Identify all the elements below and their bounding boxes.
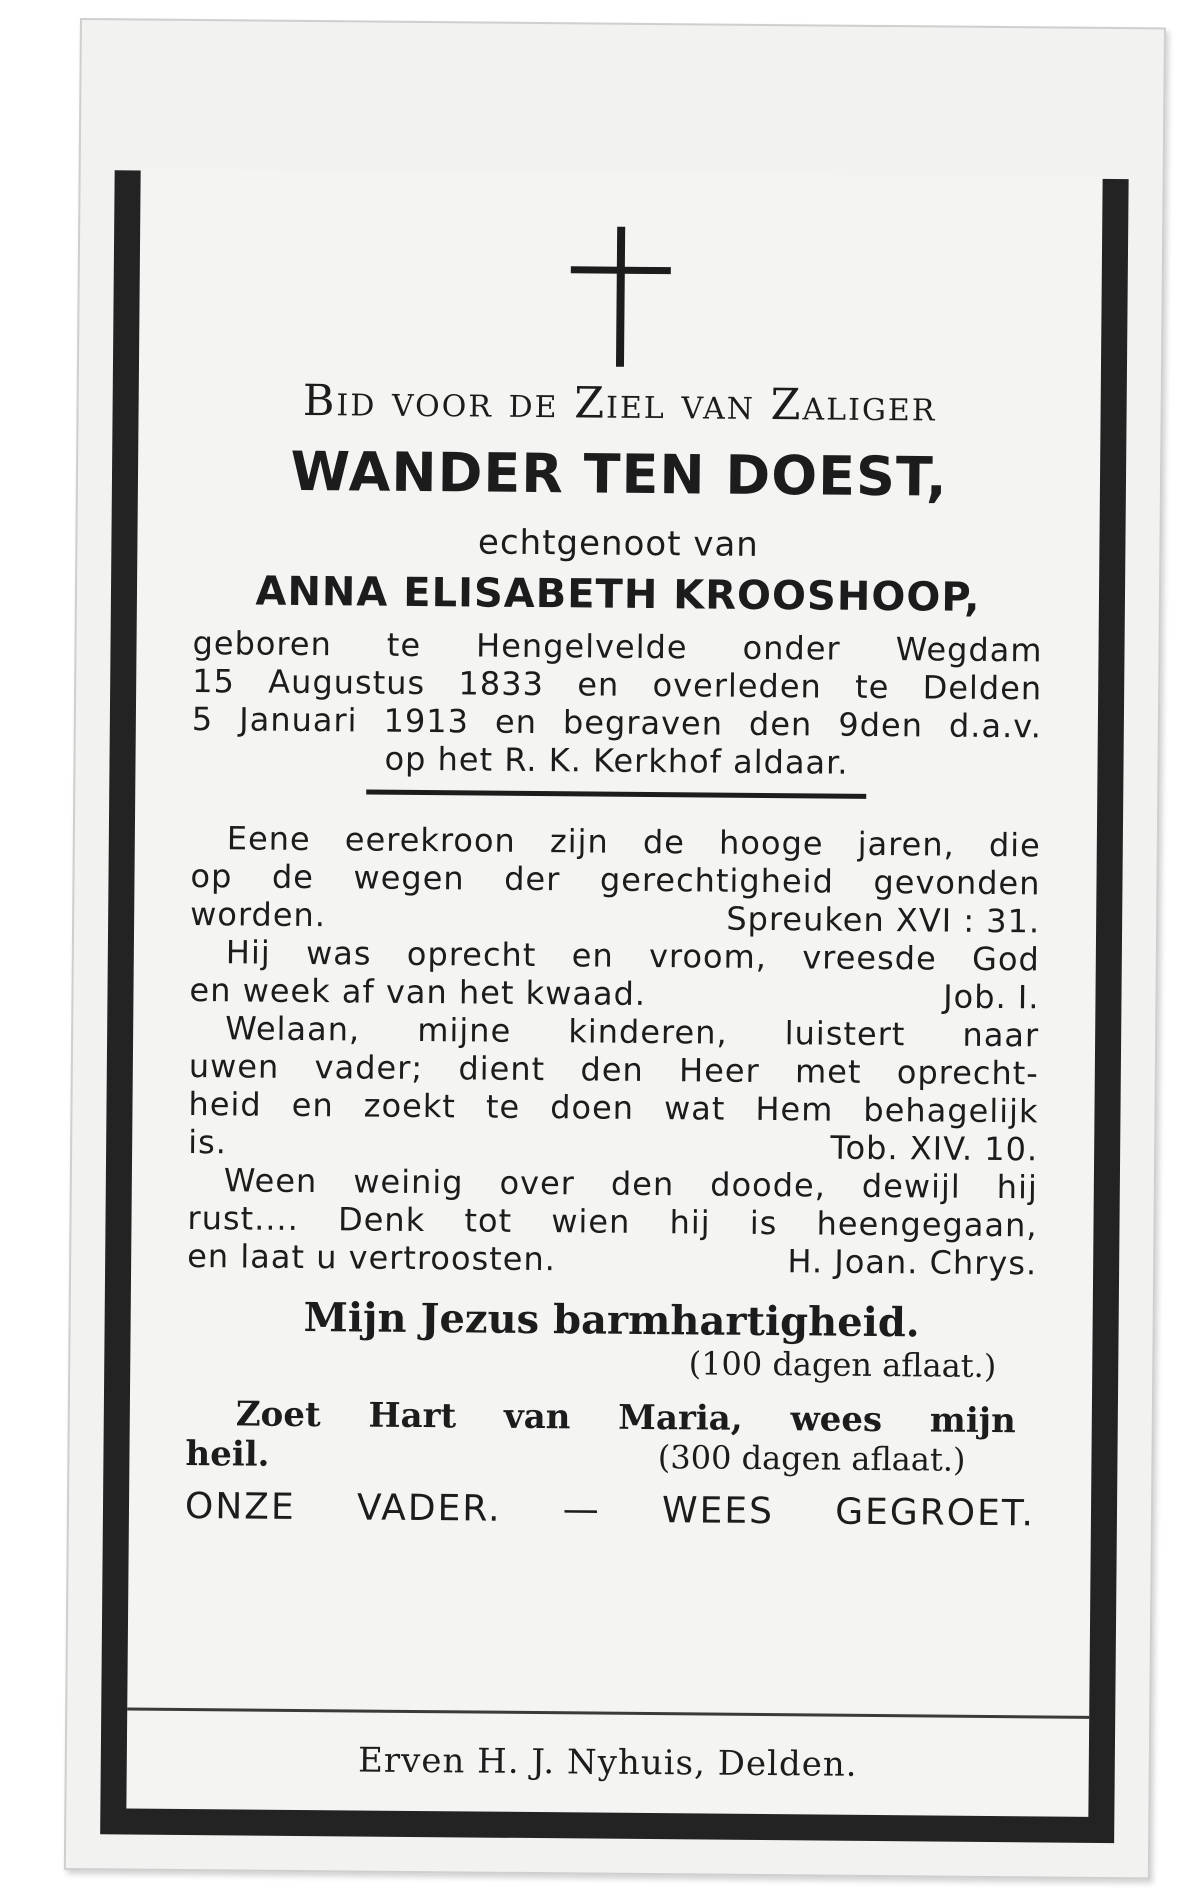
prayer-maria-end xyxy=(185,1434,1035,1481)
bio-line: op het R. K. Kerkhof aldaar. xyxy=(384,739,849,782)
biography xyxy=(191,624,1042,783)
invocation: Bid voor de Ziel van Zaliger xyxy=(302,375,937,432)
verse-line: heid en zoekt te doen wat Hem behagelijk xyxy=(188,1084,1039,1131)
indulgence-note: (100 dagen aflaat.) xyxy=(688,1344,997,1386)
verse-reference: Job. I. xyxy=(943,977,1040,1017)
spouse-name: ANNA ELISABETH KROOSHOOP, xyxy=(255,568,981,621)
footer-divider xyxy=(127,1707,1089,1718)
bio-line: geboren te Hengelvelde onder Wegdam xyxy=(192,624,1043,670)
prayer-maria-line: Zoet Hart van Maria, wees mijn xyxy=(235,1394,1016,1442)
verse-text: worden. xyxy=(190,894,327,935)
bio-line: 15 Augustus 1833 en overleden te Delden xyxy=(192,662,1043,708)
indulgence-note: (300 dagen aflaat.) xyxy=(657,1438,966,1479)
divider xyxy=(366,790,866,799)
verse-block xyxy=(187,819,1041,1282)
verse-line: Ween weinig over den doode, dewijl hij xyxy=(223,1161,1038,1207)
card-text xyxy=(185,223,1046,1534)
prayer-maria-line: heil. xyxy=(185,1433,270,1475)
verse-reference: Tob. XIV. 10. xyxy=(830,1128,1039,1169)
verse-line: uwen vader; dient den Heer met oprecht- xyxy=(188,1046,1039,1093)
verse-reference: H. Joan. Chrys. xyxy=(787,1242,1038,1283)
verse-line: Welaan, mijne kinderen, luistert naar xyxy=(225,1009,1040,1055)
printer-credit: Erven H. J. Nyhuis, Delden. xyxy=(357,1740,858,1785)
deceased-name: WANDER TEN DOEST, xyxy=(290,439,948,509)
spouse-intro: echtgenoot van xyxy=(477,522,759,565)
memorial-card xyxy=(64,18,1166,1879)
verse-line: op de wegen der gerechtigheid gevonden xyxy=(190,856,1041,903)
cross-icon xyxy=(570,226,671,367)
closing-prayers: ONZE VADER. — WEES GEGROET. xyxy=(184,1485,1036,1535)
card-inner-panel xyxy=(126,169,1102,1817)
verse-text: en week af van het kwaad. xyxy=(189,970,647,1013)
verse-text: en laat u vertroosten. xyxy=(187,1236,557,1279)
bio-line: 5 Januari 1913 en begraven den 9den d.a.v. xyxy=(191,700,1043,746)
verse-reference: Spreuken XVI : 31. xyxy=(726,899,1041,941)
verse-text: is. xyxy=(188,1122,228,1162)
verse-line: Eene eerekroon zijn de hooge jaren, die xyxy=(226,819,1041,865)
verse-line: Hij was oprecht en vroom, vreesde God xyxy=(225,933,1040,979)
prayer-maria xyxy=(186,1394,1036,1441)
verse-line: rust.... Denk tot wien hij is heengegaan, xyxy=(187,1198,1038,1245)
verse-line xyxy=(187,1237,1037,1282)
prayer-jesus: Mijn Jezus barmhartigheid. xyxy=(303,1294,920,1347)
